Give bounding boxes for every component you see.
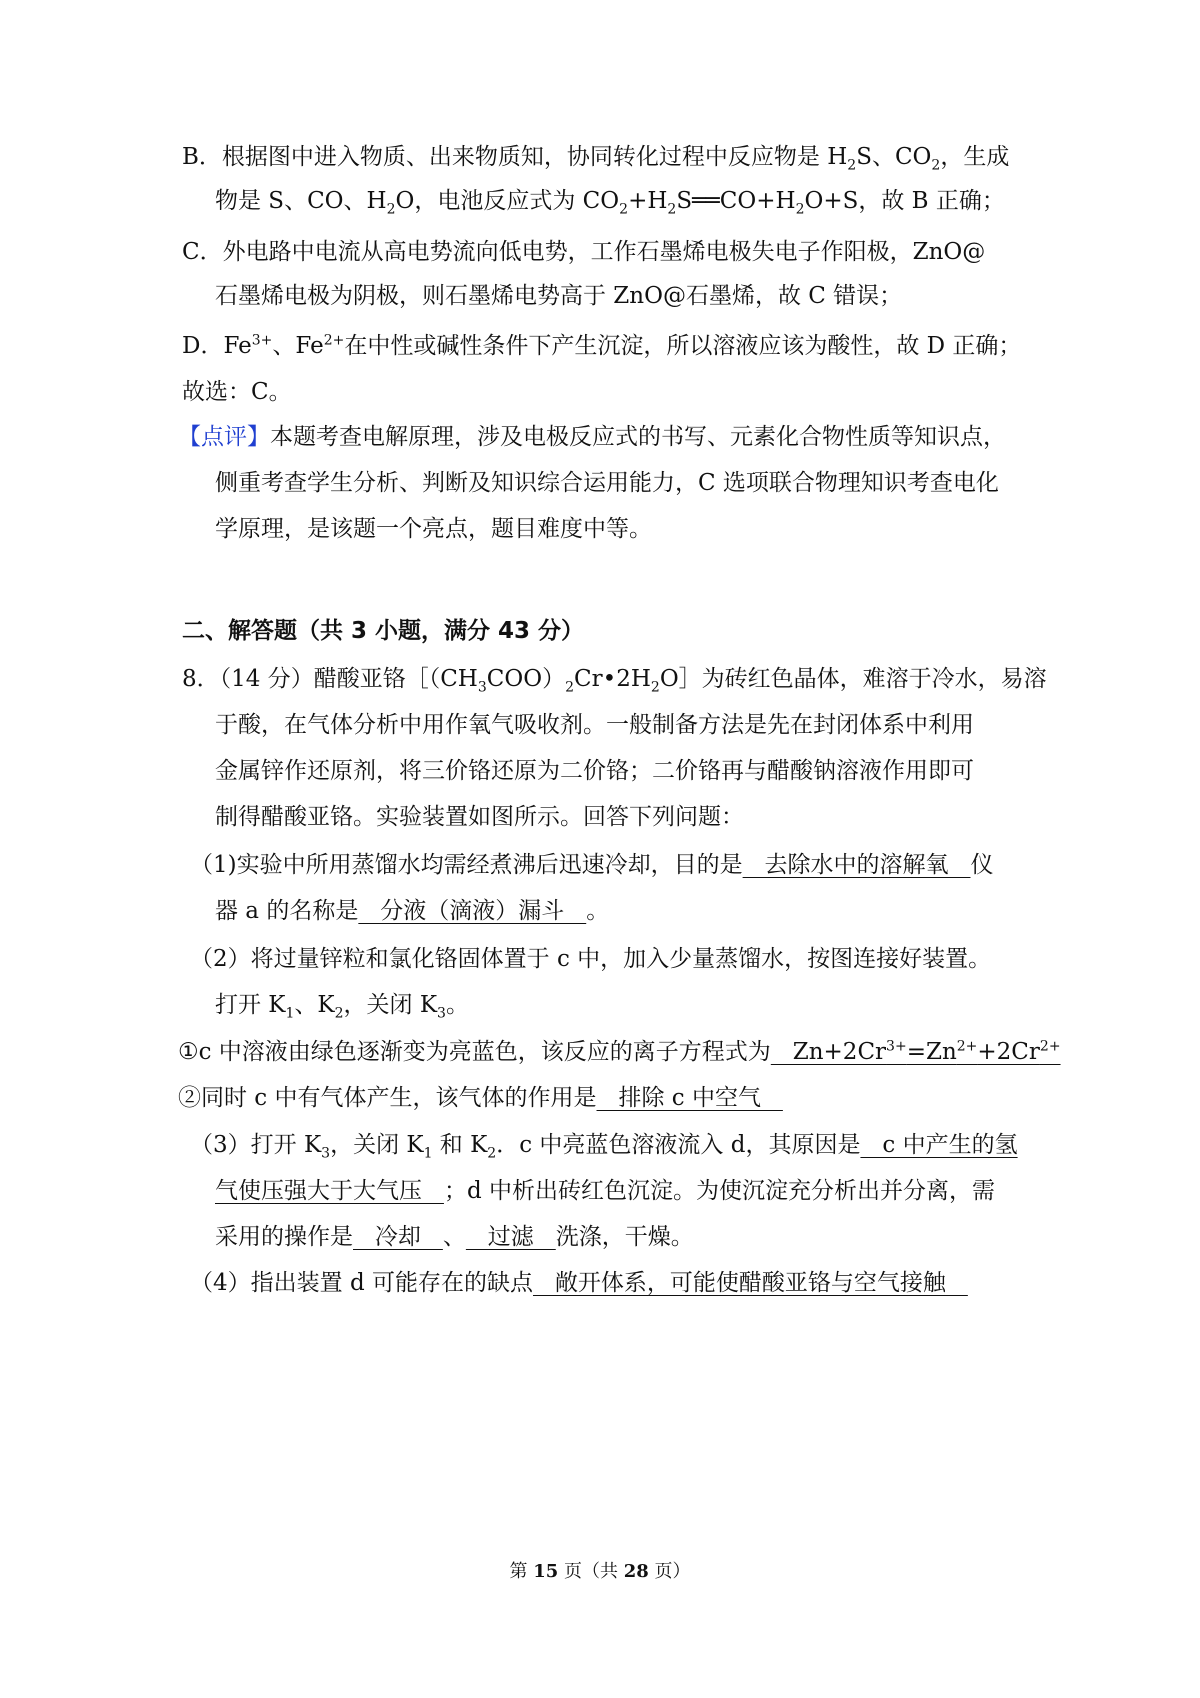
text: +H [628,188,668,214]
part2-sub-1 [178,1037,1061,1067]
text: ，生成 [940,144,1010,170]
part4-line-1 [190,1268,968,1298]
part2-line-1: （2）将过量锌粒和氯化铬固体置于 c 中，加入少量蒸馏水，按图连接好装置。 [190,946,992,972]
part3-line-1 [190,1130,1018,1160]
text: D．Fe [182,333,252,359]
superscript: 2+ [1039,1038,1061,1055]
answer-blank: 气使压强大于大气压 [215,1178,444,1204]
answer-blank: 分液（滴液）漏斗 [358,898,587,924]
subscript: 1 [285,1005,295,1022]
review-line-3: 学原理，是该题一个亮点，题目难度中等。 [215,516,652,542]
text: （3）打开 K [190,1132,322,1158]
subscript: 3 [321,1145,331,1162]
text: S、CO [856,144,932,170]
subscript: 3 [477,679,487,696]
text: 洗涤，干燥。 [555,1224,694,1250]
page-total: 28 [623,1561,649,1582]
subscript: 2 [565,679,575,696]
option-c-line-2: 石墨烯电极为阴极，则石墨烯电势高于 ZnO@石墨烯，故 C 错误； [215,283,903,309]
text: ①c 中溶液由绿色逐渐变为亮蓝色，该反应的离子方程式为 [178,1039,771,1065]
page-footer [0,1560,1200,1584]
text: 。 [445,992,469,1018]
subscript: 2 [667,201,677,218]
subscript: 3 [437,1005,446,1022]
text: 物是 S、CO、H [215,188,387,214]
answer-blank: c 中产生的氢 [860,1132,1018,1158]
part1-line-2 [215,896,609,926]
text: 在中性或碱性条件下产生沉淀，所以溶液应该为酸性，故 D 正确； [344,333,1022,359]
text: +2Cr [977,1039,1040,1065]
text: 8．（14 分）醋酸亚铬［（CH [182,666,478,692]
subscript: 2 [619,201,629,218]
answer-blank: 过滤 [465,1224,556,1250]
q8-line-2: 于酸，在气体分析中用作氧气吸收剂。一般制备方法是先在封闭体系中利用 [215,712,974,738]
review-line-2: 侧重考查学生分析、判断及知识综合运用能力，C 选项联合物理知识考查电化 [215,470,999,496]
part1-line-1 [190,850,993,880]
text: 页） [648,1561,691,1582]
text: （4）指出装置 d 可能存在的缺点 [190,1270,533,1296]
q8-line-1 [182,664,1047,694]
q8-line-4: 制得醋酸亚铬。实验装置如图所示。回答下列问题： [215,804,744,830]
text: 页（共 [558,1561,624,1582]
text: O］为砖红色晶体，难溶于冷水，易溶 [659,666,1047,692]
text: 第 [509,1561,534,1582]
superscript: 3+ [886,1038,907,1055]
text: 器 a 的名称是 [215,898,359,924]
text: 和 K [432,1132,488,1158]
part2-line-2 [215,990,469,1020]
text: （1)实验中所用蒸馏水均需经煮沸后迅速冷却，目的是 [190,852,743,878]
text: ，关闭 K [343,992,438,1018]
answer-blank: 敞开体系，可能使醋酸亚铬与空气接触 [532,1270,968,1296]
page-number: 15 [533,1561,559,1582]
subscript: 2 [650,679,660,696]
superscript: 3+ [251,332,273,349]
text: O，电池反应式为 CO [395,188,620,214]
part3-line-2 [215,1176,995,1206]
review-label: 【点评】 [178,424,270,450]
text: 。 [586,898,610,924]
text: Cr•2H [574,666,651,692]
answer-line: 故选：C。 [182,379,292,405]
answer-blank: 去除水中的溶解氧 [742,852,971,878]
text: B．根据图中进入物质、出来物质知，协同转化过程中反应物是 H [182,144,848,170]
part2-sub-2 [178,1083,783,1113]
subscript: 2 [931,157,941,174]
text: COO） [486,666,566,692]
subscript: 2 [334,1005,344,1022]
answer-blank [771,1039,1061,1065]
superscript: 2+ [956,1038,978,1055]
text: Zn+2Cr [770,1039,887,1065]
text: 、 [442,1224,466,1250]
text: ②同时 c 中有气体产生，该气体的作用是 [178,1085,597,1111]
text: 采用的操作是 [215,1224,353,1250]
subscript: 2 [386,201,396,218]
text: ，关闭 K [330,1132,424,1158]
option-b-line-1 [182,142,1009,172]
text: 本题考查电解原理，涉及电极反应式的书写、元素化合物性质等知识点， [270,424,1006,450]
subscript: 1 [423,1145,433,1162]
text: O+S，故 B 正确； [804,188,1005,214]
part3-line-3 [215,1222,694,1252]
option-c-line-1: C．外电路中电流从高电势流向低电势，工作石墨烯电极失电子作阳极，ZnO@ [182,239,986,265]
option-b-line-2 [215,186,1005,216]
subscript: 2 [487,1145,497,1162]
text: =Zn [906,1039,957,1065]
answer-blank: 排除 c 中空气 [596,1085,783,1111]
text: ．c 中亮蓝色溶液流入 d，其原因是 [496,1132,861,1158]
answer-blank: 冷却 [353,1224,443,1250]
text: ；d 中析出砖红色沉淀。为使沉淀充分析出并分离，需 [443,1178,995,1204]
superscript: 2+ [323,332,345,349]
subscript: 2 [847,157,857,174]
subscript: 2 [795,201,805,218]
text: 、K [294,992,335,1018]
text: S══CO+H [676,188,796,214]
option-d-line-1 [182,331,1021,361]
review-line-1 [178,422,1006,452]
text: 仪 [970,852,994,878]
text: 打开 K [215,992,286,1018]
text: 、Fe [272,333,324,359]
q8-line-3: 金属锌作还原剂，将三价铬还原为二价铬；二价铬再与醋酸钠溶液作用即可 [215,758,974,784]
section-title: 二、解答题（共 3 小题，满分 43 分） [182,618,585,644]
